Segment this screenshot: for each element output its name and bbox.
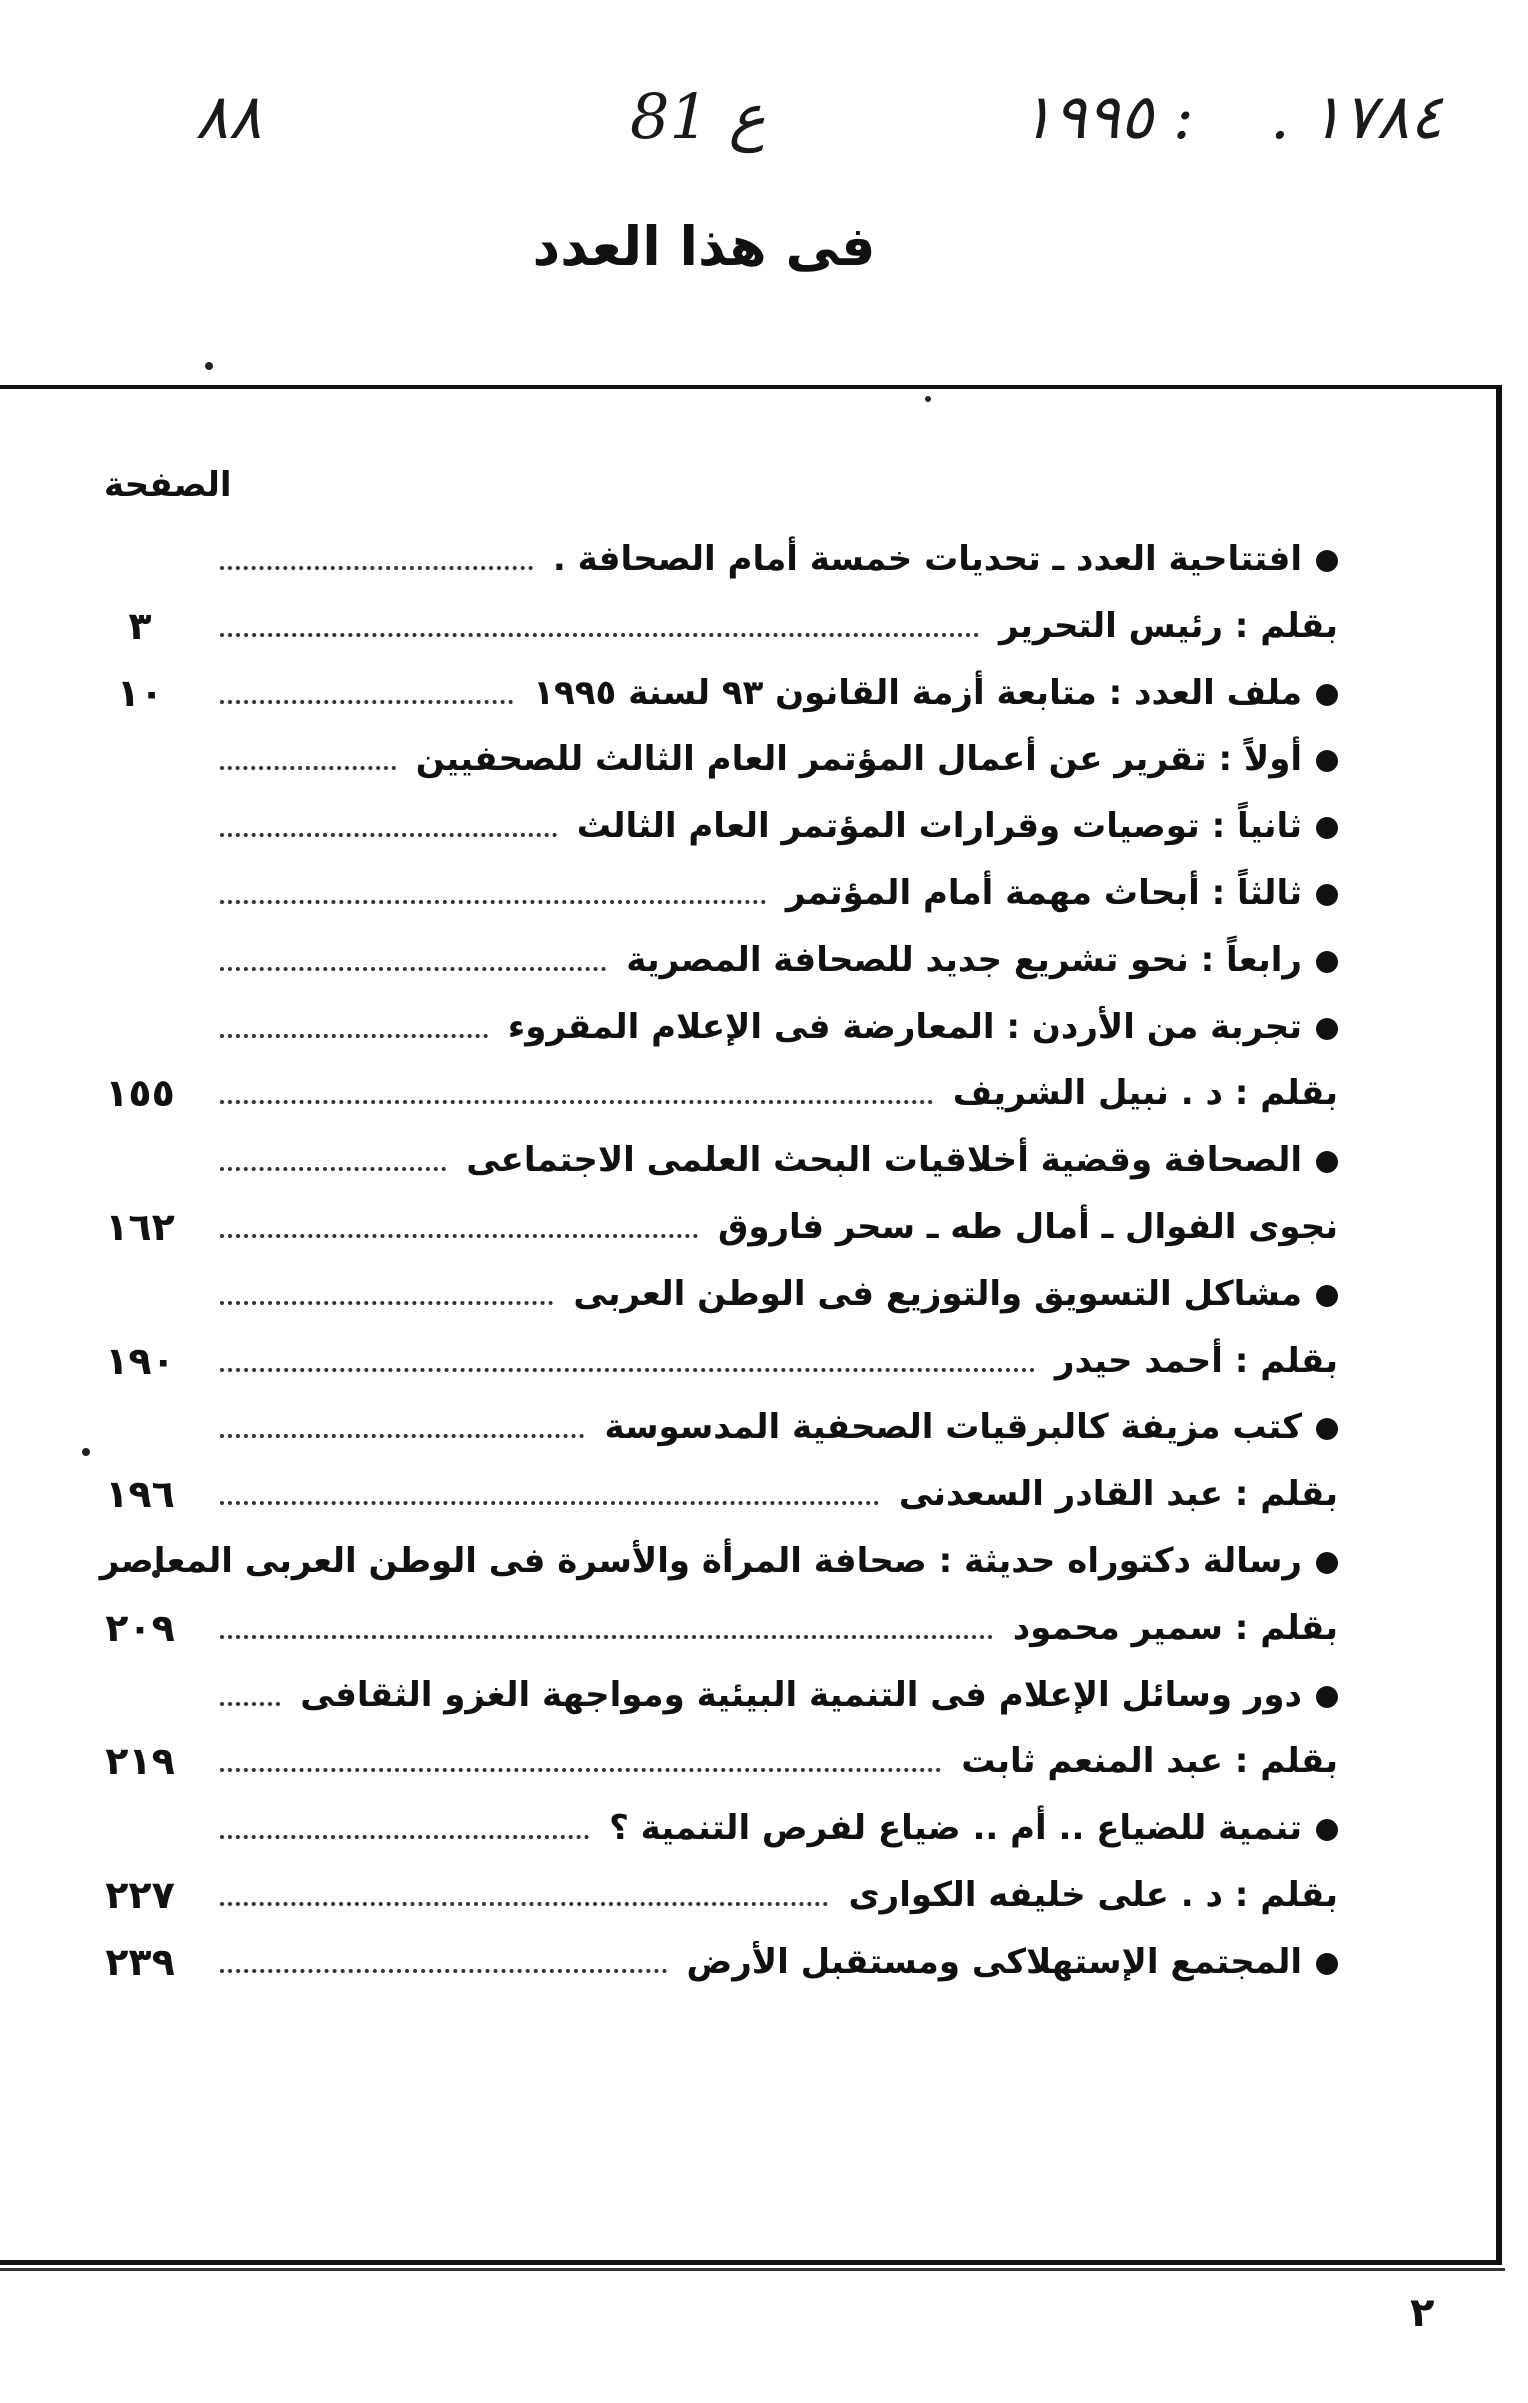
leader-dots bbox=[220, 1100, 933, 1104]
toc-entry bbox=[80, 664, 1338, 722]
leader-dots bbox=[220, 1835, 589, 1839]
toc-entry bbox=[80, 597, 1338, 655]
toc-page-number bbox=[80, 1532, 200, 1590]
toc-page-number bbox=[80, 530, 200, 588]
toc-entry bbox=[80, 1265, 1338, 1323]
toc-entry-title bbox=[533, 664, 1338, 722]
toc-entry-text: الصحافة وقضية أخلاقيات البحث العلمى الاجتماعى bbox=[466, 1140, 1302, 1180]
toc-entry-text: رسالة دكتوراه حديثة : صحافة المرأة والأسرة فى الوطن العربى المعاصر bbox=[99, 1541, 1302, 1581]
toc-entry bbox=[80, 730, 1338, 788]
toc-entry bbox=[80, 1465, 1338, 1523]
toc-entry-title bbox=[604, 1398, 1338, 1456]
toc-entry bbox=[80, 1599, 1338, 1657]
leader-dots bbox=[220, 1034, 488, 1038]
bullet-icon bbox=[1316, 1151, 1338, 1173]
leader-dots bbox=[220, 1702, 280, 1706]
toc-page-number: ١٩٠ bbox=[105, 1339, 175, 1383]
toc-entry bbox=[80, 864, 1338, 922]
leader-dots bbox=[220, 967, 606, 971]
toc-entry-text: بقلم : عبد القادر السعدنى bbox=[898, 1474, 1338, 1514]
toc-entry-text: مشاكل التسويق والتوزيع فى الوطن العربى bbox=[573, 1274, 1302, 1314]
toc-page-number bbox=[80, 1799, 200, 1857]
toc-entry-author bbox=[961, 1732, 1338, 1790]
toc-page-number: ٢٠٩ bbox=[105, 1606, 175, 1650]
leader-dots bbox=[220, 1501, 879, 1505]
toc-page-number bbox=[80, 1398, 200, 1456]
toc-entry bbox=[80, 1064, 1338, 1122]
leader-dots bbox=[220, 1301, 553, 1305]
toc-entry bbox=[80, 1666, 1338, 1724]
toc-page-number bbox=[80, 797, 200, 855]
toc-page-number: ١٩٦ bbox=[105, 1472, 175, 1516]
toc-entry bbox=[80, 1732, 1338, 1790]
toc-entry-text: تنمية للضياع .. أم .. ضياع لفرص التنمية ؟ bbox=[609, 1808, 1302, 1848]
bullet-icon bbox=[1316, 684, 1338, 706]
toc-page-number: ٢١٩ bbox=[105, 1739, 175, 1783]
toc-entry bbox=[80, 1799, 1338, 1857]
leader-dots bbox=[220, 1368, 1035, 1372]
bullet-icon bbox=[1316, 1686, 1338, 1708]
toc-page-number: ٢٣٩ bbox=[105, 1940, 175, 1984]
toc-entry-text: بقلم : رئيس التحرير bbox=[998, 606, 1338, 646]
leader-dots bbox=[220, 1902, 828, 1906]
toc-page-number bbox=[80, 1666, 200, 1724]
bullet-icon bbox=[1316, 817, 1338, 839]
toc-entry-text: رابعاً : نحو تشريع جديد للصحافة المصرية bbox=[626, 940, 1302, 980]
leader-dots bbox=[220, 566, 533, 570]
toc-entry-title bbox=[100, 1532, 1338, 1590]
toc-page-number bbox=[80, 1131, 200, 1189]
toc-entry-text: ملف العدد : متابعة أزمة القانون ٩٣ لسنة ١٩٩٥ bbox=[533, 673, 1302, 713]
leader-dots bbox=[220, 1768, 941, 1772]
toc-entry-text: بقلم : د . على خليفه الكوارى bbox=[848, 1875, 1338, 1915]
bullet-icon bbox=[1316, 1018, 1338, 1040]
bullet-icon bbox=[1316, 951, 1338, 973]
toc-page-number bbox=[80, 1265, 200, 1323]
bullet-icon bbox=[1316, 1819, 1338, 1841]
toc-entry bbox=[80, 1198, 1338, 1256]
toc-entry-author bbox=[718, 1198, 1338, 1256]
toc-entry-text: بقلم : أحمد حيدر bbox=[1054, 1341, 1338, 1381]
bullet-icon bbox=[1316, 1552, 1338, 1574]
toc-page-number: ١٥٥ bbox=[105, 1071, 175, 1115]
toc-page-number: ١٠ bbox=[116, 671, 164, 715]
toc-page-number bbox=[80, 998, 200, 1056]
toc-entry-title bbox=[626, 931, 1338, 989]
toc-entry bbox=[80, 931, 1338, 989]
page-number: ٢ bbox=[1410, 2290, 1435, 2336]
toc-entry-title bbox=[508, 998, 1338, 1056]
leader-dots bbox=[220, 700, 513, 704]
toc-entry-text: تجربة من الأردن : المعارضة فى الإعلام المقروء bbox=[507, 1007, 1302, 1047]
toc-entry-author bbox=[1055, 1332, 1338, 1390]
handwritten-note-date: ١٩٩٥ : bbox=[1020, 80, 1194, 153]
bullet-icon bbox=[1316, 550, 1338, 572]
toc-entry bbox=[80, 797, 1338, 855]
bullet-icon bbox=[1316, 1285, 1338, 1307]
toc-entry bbox=[80, 998, 1338, 1056]
toc-entry-text: افتتاحية العدد ـ تحديات خمسة أمام الصحافة . bbox=[552, 539, 1302, 579]
toc-entry-text: كتب مزيفة كالبرقيات الصحفية المدسوسة bbox=[604, 1407, 1302, 1447]
toc-entry-text: بقلم : سمير محمود bbox=[1012, 1608, 1338, 1648]
toc-entry-title bbox=[786, 864, 1338, 922]
toc-entry-title bbox=[609, 1799, 1338, 1857]
toc-entry-text: ثالثاً : أبحاث مهمة أمام المؤتمر bbox=[785, 873, 1302, 913]
toc-entry-title bbox=[416, 730, 1338, 788]
toc-entry-text: بقلم : د . نبيل الشريف bbox=[952, 1073, 1338, 1113]
leader-dots bbox=[220, 1635, 993, 1639]
toc-entry-title bbox=[300, 1666, 1338, 1724]
toc-entry bbox=[80, 1866, 1338, 1924]
toc-entry-title bbox=[687, 1933, 1339, 1991]
bullet-icon bbox=[1316, 1953, 1338, 1975]
toc-page-number: ١٦٢ bbox=[105, 1205, 175, 1249]
toc-entry bbox=[80, 1131, 1338, 1189]
toc-entry bbox=[80, 1398, 1338, 1456]
toc-entry-text: دور وسائل الإعلام فى التنمية البيئية ومواجهة الغزو الثقافى bbox=[300, 1675, 1302, 1715]
toc-page-number bbox=[80, 864, 200, 922]
leader-dots bbox=[220, 1434, 584, 1438]
leader-dots bbox=[220, 833, 557, 837]
toc-page-number: ٣ bbox=[128, 604, 152, 648]
toc-entry-author bbox=[1013, 1599, 1338, 1657]
bullet-icon bbox=[1316, 884, 1338, 906]
toc-entry-title bbox=[573, 1265, 1338, 1323]
toc-entry bbox=[80, 1933, 1338, 1991]
toc-page-number bbox=[80, 730, 200, 788]
toc-entry-text: نجوى الفوال ـ أمال طه ـ سحر فاروق bbox=[717, 1207, 1338, 1247]
toc-entry-author bbox=[999, 597, 1338, 655]
bullet-icon bbox=[1316, 750, 1338, 772]
leader-dots bbox=[220, 1969, 667, 1973]
page-title: فى هذا العدد bbox=[532, 215, 876, 278]
toc-page-number bbox=[80, 931, 200, 989]
toc-entry-text: بقلم : عبد المنعم ثابت bbox=[961, 1741, 1338, 1781]
toc-entry-author bbox=[899, 1465, 1338, 1523]
toc-entry bbox=[80, 1532, 1338, 1590]
toc-entry-text: ثانياً : توصيات وقرارات المؤتمر العام الثالث bbox=[576, 806, 1302, 846]
toc-entry-title bbox=[466, 1131, 1338, 1189]
page-column-header: الصفحة bbox=[104, 465, 232, 505]
handwritten-note-left: ٨٨ bbox=[195, 80, 262, 153]
toc-entry-text: المجتمع الإستهلاكى ومستقبل الأرض bbox=[686, 1942, 1302, 1982]
toc-entry-author bbox=[848, 1866, 1338, 1924]
toc-entry-author bbox=[953, 1064, 1338, 1122]
leader-dots bbox=[220, 766, 396, 770]
toc-entry-title bbox=[553, 530, 1338, 588]
toc-entry bbox=[80, 530, 1338, 588]
leader-dots bbox=[220, 1234, 698, 1238]
leader-dots bbox=[220, 1167, 446, 1171]
toc-entry-text: أولاً : تقرير عن أعمال المؤتمر العام الثالث للصحفيين bbox=[415, 739, 1302, 779]
leader-dots bbox=[220, 633, 979, 637]
bullet-icon bbox=[1316, 1418, 1338, 1440]
handwritten-note-right: . ١٧٨٤ bbox=[1270, 80, 1443, 153]
toc-page-number: ٢٢٧ bbox=[105, 1873, 175, 1917]
toc-entry-title bbox=[577, 797, 1338, 855]
toc-entry bbox=[80, 1332, 1338, 1390]
handwritten-note-center: ع 81 bbox=[630, 80, 766, 153]
leader-dots bbox=[220, 900, 766, 904]
